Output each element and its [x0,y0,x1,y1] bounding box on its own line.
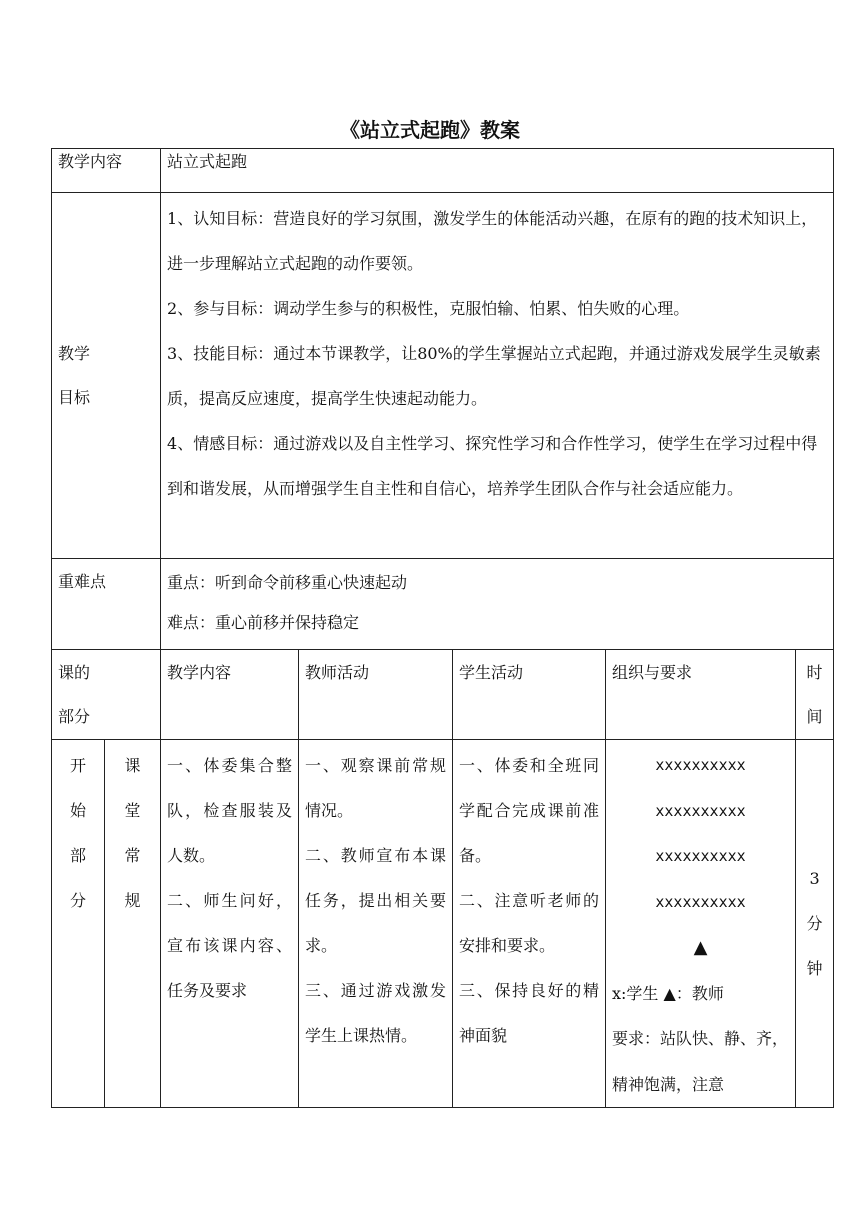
start-part-char: 始 [69,801,86,820]
content-value: 站立式起跑 [161,149,834,193]
time-char: 钟 [806,959,823,978]
start-content-item: 二、师生问好，宣布该课内容、任务及要求 [167,891,293,1000]
start-time [796,740,834,1108]
teacher-activity-item: 一、观察课前常规情况。 [305,756,447,820]
teacher-marker-icon: ▲ [693,937,708,958]
page-title: 《站立式起跑》教案 [340,118,520,142]
difficult-point: 难点：重心前移并保持稳定 [167,613,360,632]
header-content: 教学内容 [161,650,299,740]
start-student-activity [453,740,606,1108]
routine-char: 课 [124,756,141,775]
goals-label-line-2: 目标 [58,387,91,407]
start-content-item: 一、体委集合整队，检查服装及人数。 [167,756,293,865]
start-content [161,740,299,1108]
section-header-row [52,650,834,740]
start-teacher-activity [299,740,453,1108]
student-activity-item: 二、注意听老师的安排和要求。 [459,891,600,955]
start-section-row [52,740,834,1108]
teacher-activity-item: 三、通过游戏激发学生上课热情。 [305,981,447,1045]
routine-char: 堂 [124,801,141,820]
header-time [796,650,834,740]
header-time-line-1: 时 [806,663,823,682]
start-part-char: 开 [69,756,86,775]
header-time-line-2: 间 [806,707,823,726]
time-char: 3 [809,869,820,888]
formation-row: xxxxxxxxxx [655,892,746,911]
formation-row: xxxxxxxxxx [655,801,746,820]
routine-char: 常 [124,846,141,865]
content-label: 教学内容 [52,149,161,193]
formation-legend: x:学生 ▲：教师 [612,983,724,1003]
key-points-label: 重难点 [52,559,161,650]
lesson-plan-table [51,148,834,1108]
header-organization: 组织与要求 [606,650,796,740]
student-activity-item: 三、保持良好的精神面貌 [459,981,600,1045]
goals-label-line-1: 教学 [58,343,91,363]
start-part-char: 分 [69,891,86,910]
header-teacher: 教师活动 [299,650,453,740]
header-student: 学生活动 [453,650,606,740]
goals-content [161,193,834,559]
start-part-char: 部 [69,846,86,865]
header-part-line-1: 课的 [58,663,91,682]
key-points-content [161,559,834,650]
content-row [52,149,834,193]
formation-row: xxxxxxxxxx [655,847,746,865]
start-part-label [52,740,105,1108]
routine-char: 规 [124,891,141,910]
header-part [52,650,161,740]
start-organization [606,740,796,1108]
student-activity-item: 一、体委和全班同学配合完成课前准备。 [459,756,600,865]
key-point: 重点：听到命令前移重心快速起动 [167,573,408,592]
teacher-activity-item: 二、教师宣布本课任务，提出相关要求。 [305,846,447,955]
key-points-row [52,559,834,650]
goal-item-participation: 2、参与目标：调动学生参与的积极性，克服怕输、怕累、怕失败的心理。 [167,299,690,318]
time-char: 分 [806,914,823,933]
routine-label [105,740,161,1108]
goals-row [52,193,834,559]
header-part-line-2: 部分 [58,707,91,726]
goal-item-skill: 3、技能目标：通过本节课教学，让80%的学生掌握站立式起跑，并通过游戏发展学生灵敏素质，提高反应速度，提高学生快速起动能力。 [167,344,821,408]
goals-label [52,193,161,559]
formation-row: xxxxxxxxxx [655,756,746,774]
goal-item-emotion: 4、情感目标：通过游戏以及自主性学习、探究性学习和合作性学习，使学生在学习过程中得到和谐发展，从而增强学生自主性和自信心，培养学生团队合作与社会适应能力。 [167,434,818,498]
formation-requirement: 要求：站队快、静、齐，精神饱满，注意 [612,1029,789,1094]
goal-item-cognitive: 1、认知目标：营造良好的学习氛围，激发学生的体能活动兴趣，在原有的跑的技术知识上，进一步理解站立式起跑的动作要领。 [167,209,818,273]
